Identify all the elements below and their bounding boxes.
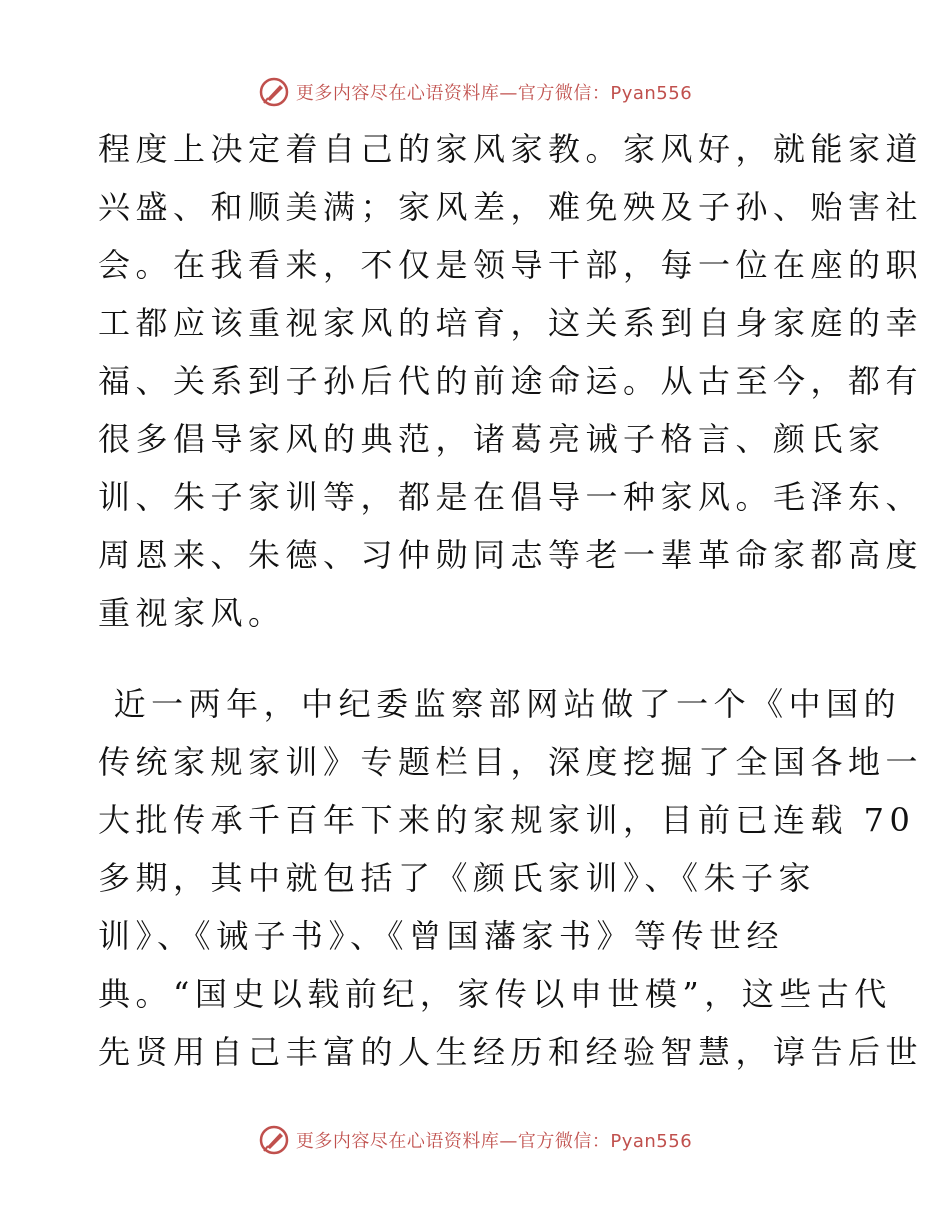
footer-banner <box>0 1120 950 1160</box>
paragraph-2 <box>98 675 924 1081</box>
footer-brand: 更多内容尽在心语资料库 <box>295 1131 500 1152</box>
text-line: 程度上决定着自己的家风家教。家风好，就能家道 <box>98 130 924 168</box>
header-text <box>296 79 692 105</box>
text-line: 工都应该重视家风的培育，这关系到自身家庭的幸 <box>98 304 924 342</box>
footer-text <box>296 1127 692 1153</box>
header-banner <box>0 72 950 112</box>
text-line: 会。在我看来，不仅是领导干部，每一位在座的职 <box>98 246 924 284</box>
text-line: 大批传承千百年下来的家规家训，目前已连载 70 <box>98 801 916 839</box>
footer-separator: — <box>499 1131 518 1152</box>
text-line: 训》、《诫子书》、《曾国藩家书》等传世经 <box>98 917 785 955</box>
footer-wechat-id: Pyan556 <box>610 1131 693 1152</box>
quill-logo-icon <box>258 76 290 108</box>
text-line: 福、关系到子孙后代的前途命运。从古至今，都有 <box>98 362 924 400</box>
header-separator: — <box>499 83 518 104</box>
header-brand: 更多内容尽在心语资料库 <box>295 83 500 104</box>
text-line: 典。“国史以载前纪，家传以申世模”，这些古代 <box>98 975 892 1013</box>
footer-wechat-label: 官方微信： <box>517 1131 611 1152</box>
text-line: 传统家规家训》专题栏目，深度挖掘了全国各地一 <box>98 743 924 781</box>
text-line: 周恩来、朱德、习仲勋同志等老一辈革命家都高度 <box>98 536 924 574</box>
paragraph-gap <box>98 642 858 675</box>
paragraph-1 <box>98 120 924 642</box>
text-line: 兴盛、和顺美满；家风差，难免殃及子孙、贻害社 <box>98 188 924 226</box>
document-body <box>98 120 924 1081</box>
text-line: 训、朱子家训等，都是在倡导一种家风。毛泽东、 <box>98 478 924 516</box>
header-wechat-id: Pyan556 <box>610 83 693 104</box>
text-line: 先贤用自己丰富的人生经历和经验智慧，谆告后世 <box>98 1033 924 1071</box>
quill-logo-icon <box>258 1124 290 1156</box>
header-wechat-label: 官方微信： <box>517 83 611 104</box>
text-line: 多期，其中就包括了《颜氏家训》、《朱子家 <box>98 859 817 897</box>
text-line: 重视家风。 <box>98 594 286 632</box>
text-line: 很多倡导家风的典范，诸葛亮诫子格言、颜氏家 <box>98 420 886 458</box>
text-line: 近一两年，中纪委监察部网站做了一个《中国的 <box>98 685 902 723</box>
